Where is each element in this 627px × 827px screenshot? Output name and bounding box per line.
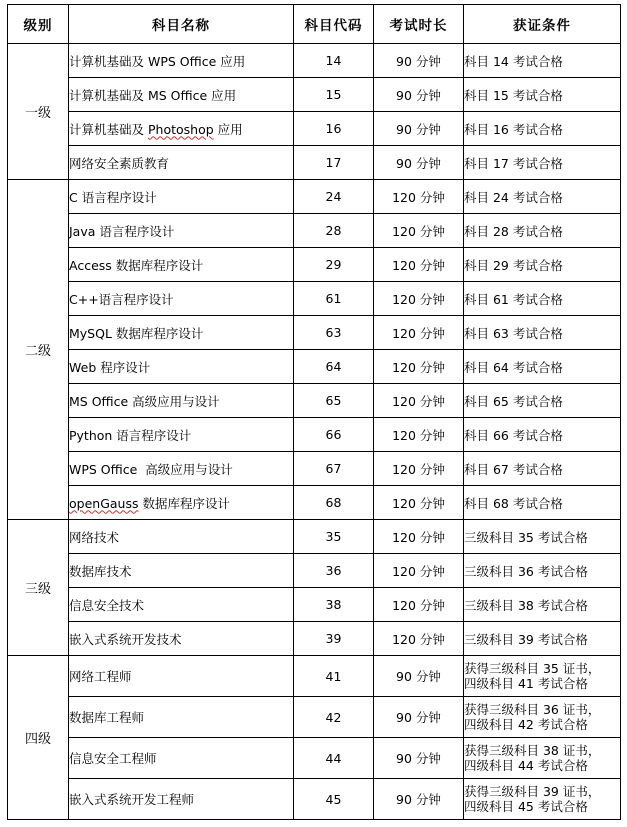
- exam-duration: 120 分钟: [374, 316, 464, 350]
- certification-condition: 科目 67 考试合格: [464, 452, 621, 486]
- exam-duration: 90 分钟: [374, 78, 464, 112]
- subject-code: 39: [294, 622, 374, 656]
- table-row: [8, 486, 621, 520]
- table-row: [8, 697, 621, 738]
- table-row: [8, 350, 621, 384]
- certification-condition: 三级科目 38 考试合格: [464, 588, 621, 622]
- subject-code: 38: [294, 588, 374, 622]
- subject-name: C 语言程序设计: [69, 180, 294, 214]
- level-label: 一级: [8, 44, 69, 180]
- subject-code: 28: [294, 214, 374, 248]
- certification-condition: [464, 656, 621, 697]
- subject-code: 36: [294, 554, 374, 588]
- subject-name: 信息安全技术: [69, 588, 294, 622]
- certification-condition: 科目 14 考试合格: [464, 44, 621, 78]
- subject-code: 45: [294, 779, 374, 820]
- subject-name: Java 语言程序设计: [69, 214, 294, 248]
- exam-duration: 120 分钟: [374, 248, 464, 282]
- subject-code: 15: [294, 78, 374, 112]
- table-row: [8, 44, 621, 78]
- subject-name-suffix: 应用: [213, 121, 243, 137]
- subject-name: 数据库技术: [69, 554, 294, 588]
- certification-condition: [464, 697, 621, 738]
- certification-condition: 科目 68 考试合格: [464, 486, 621, 520]
- subject-code: 29: [294, 248, 374, 282]
- table-row: [8, 282, 621, 316]
- table-row: [8, 180, 621, 214]
- subject-code: 35: [294, 520, 374, 554]
- exam-duration: 120 分钟: [374, 418, 464, 452]
- subject-name: WPS Office 高级应用与设计: [69, 452, 294, 486]
- certification-condition: 科目 16 考试合格: [464, 112, 621, 146]
- subject-code: 61: [294, 282, 374, 316]
- exam-duration: 90 分钟: [374, 146, 464, 180]
- subject-name: 网络工程师: [69, 656, 294, 697]
- subject-name: 网络技术: [69, 520, 294, 554]
- table-row: [8, 588, 621, 622]
- table-row: [8, 78, 621, 112]
- exam-duration: 120 分钟: [374, 452, 464, 486]
- exam-duration: 90 分钟: [374, 738, 464, 779]
- subject-name: 信息安全工程师: [69, 738, 294, 779]
- exam-duration: 90 分钟: [374, 779, 464, 820]
- certification-condition: [464, 738, 621, 779]
- subject-name: 嵌入式系统开发工程师: [69, 779, 294, 820]
- condition-line-1: 获得三级科目 39 证书，: [464, 784, 601, 799]
- table-row: [8, 738, 621, 779]
- subject-code: 63: [294, 316, 374, 350]
- table-row: [8, 214, 621, 248]
- subject-name: Web 程序设计: [69, 350, 294, 384]
- level-label: 二级: [8, 180, 69, 520]
- table-row: [8, 316, 621, 350]
- certification-condition: [464, 779, 621, 820]
- table-row: [8, 384, 621, 418]
- condition-line-1: 获得三级科目 35 证书，: [464, 661, 601, 676]
- exam-duration: 120 分钟: [374, 180, 464, 214]
- exam-duration: 120 分钟: [374, 384, 464, 418]
- header-duration: 考试时长: [374, 5, 464, 44]
- table-row: [8, 622, 621, 656]
- header-name: 科目名称: [69, 5, 294, 44]
- certification-condition: 科目 17 考试合格: [464, 146, 621, 180]
- subject-name: MySQL 数据库程序设计: [69, 316, 294, 350]
- exam-duration: 120 分钟: [374, 520, 464, 554]
- subject-code: 64: [294, 350, 374, 384]
- exam-duration: 90 分钟: [374, 112, 464, 146]
- subject-name: C++语言程序设计: [69, 282, 294, 316]
- certification-condition: 三级科目 39 考试合格: [464, 622, 621, 656]
- subject-code: 24: [294, 180, 374, 214]
- subject-code: 14: [294, 44, 374, 78]
- subject-name: 嵌入式系统开发技术: [69, 622, 294, 656]
- exam-duration: 120 分钟: [374, 588, 464, 622]
- table-row: [8, 146, 621, 180]
- subject-name: [69, 486, 294, 520]
- subject-name: MS Office 高级应用与设计: [69, 384, 294, 418]
- condition-line-2: 四级科目 44 考试合格: [464, 758, 588, 773]
- header-condition: 获证条件: [464, 5, 621, 44]
- certification-condition: 三级科目 36 考试合格: [464, 554, 621, 588]
- exam-duration: 90 分钟: [374, 697, 464, 738]
- table-row: [8, 452, 621, 486]
- exam-subjects-table: [7, 4, 621, 820]
- level-label: 三级: [8, 520, 69, 656]
- certification-condition: 科目 61 考试合格: [464, 282, 621, 316]
- subject-code: 65: [294, 384, 374, 418]
- condition-line-1: 获得三级科目 36 证书，: [464, 702, 601, 717]
- table-row: [8, 656, 621, 697]
- header-code: 科目代码: [294, 5, 374, 44]
- exam-duration: 120 分钟: [374, 282, 464, 316]
- subject-code: 67: [294, 452, 374, 486]
- certification-condition: 科目 66 考试合格: [464, 418, 621, 452]
- condition-line-1: 获得三级科目 38 证书，: [464, 743, 601, 758]
- table-row: [8, 779, 621, 820]
- exam-duration: 120 分钟: [374, 486, 464, 520]
- table-row: [8, 418, 621, 452]
- condition-line-2: 四级科目 45 考试合格: [464, 799, 588, 814]
- subject-name: Python 语言程序设计: [69, 418, 294, 452]
- exam-duration: 120 分钟: [374, 622, 464, 656]
- subject-name: [69, 112, 294, 146]
- subject-code: 16: [294, 112, 374, 146]
- exam-duration: 120 分钟: [374, 350, 464, 384]
- header-row: [8, 5, 621, 44]
- subject-name: 数据库工程师: [69, 697, 294, 738]
- header-level: 级别: [8, 5, 69, 44]
- subject-code: 42: [294, 697, 374, 738]
- table-row: [8, 554, 621, 588]
- table-row: [8, 248, 621, 282]
- table-row: [8, 520, 621, 554]
- condition-line-2: 四级科目 42 考试合格: [464, 717, 588, 732]
- subject-name-suffix: 数据库程序设计: [138, 495, 230, 511]
- spellcheck-marked-word: Photoshop: [147, 121, 214, 137]
- certification-condition: 科目 15 考试合格: [464, 78, 621, 112]
- certification-condition: 科目 64 考试合格: [464, 350, 621, 384]
- exam-duration: 120 分钟: [374, 214, 464, 248]
- subject-code: 41: [294, 656, 374, 697]
- exam-duration: 90 分钟: [374, 656, 464, 697]
- certification-condition: 科目 63 考试合格: [464, 316, 621, 350]
- spellcheck-marked-word: openGauss: [69, 495, 139, 511]
- subject-name: Access 数据库程序设计: [69, 248, 294, 282]
- subject-code: 68: [294, 486, 374, 520]
- level-label: 四级: [8, 656, 69, 820]
- subject-name: 网络安全素质教育: [69, 146, 294, 180]
- subject-code: 66: [294, 418, 374, 452]
- subject-code: 17: [294, 146, 374, 180]
- subject-code: 44: [294, 738, 374, 779]
- certification-condition: 科目 29 考试合格: [464, 248, 621, 282]
- exam-duration: 120 分钟: [374, 554, 464, 588]
- subject-name-prefix: 计算机基础及: [69, 121, 148, 137]
- exam-duration: 90 分钟: [374, 44, 464, 78]
- certification-condition: 科目 24 考试合格: [464, 180, 621, 214]
- condition-line-2: 四级科目 41 考试合格: [464, 676, 588, 691]
- subject-name: 计算机基础及 MS Office 应用: [69, 78, 294, 112]
- subject-name: 计算机基础及 WPS Office 应用: [69, 44, 294, 78]
- certification-condition: 科目 28 考试合格: [464, 214, 621, 248]
- certification-condition: 三级科目 35 考试合格: [464, 520, 621, 554]
- certification-condition: 科目 65 考试合格: [464, 384, 621, 418]
- table-row: [8, 112, 621, 146]
